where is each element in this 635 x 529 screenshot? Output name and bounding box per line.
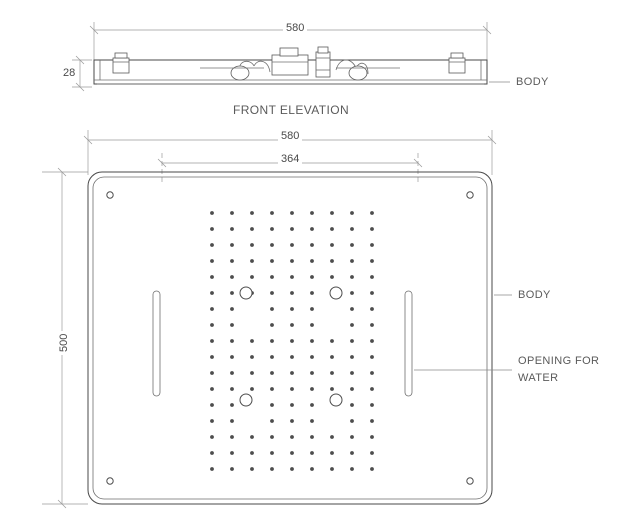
label-opening-line1: OPENING FOR xyxy=(518,355,600,367)
front-elevation-title: FRONT ELEVATION xyxy=(233,103,350,117)
plan-view xyxy=(0,125,635,529)
dim-front-width: 580 xyxy=(283,22,307,34)
nozzle-grid xyxy=(210,211,374,471)
plan-view-graphics xyxy=(0,125,635,529)
dim-plan-inner-width: 364 xyxy=(278,153,302,165)
dim-plan-height: 500 xyxy=(58,331,70,355)
label-body-front: BODY xyxy=(516,76,549,88)
label-body-plan: BODY xyxy=(518,289,551,301)
front-elevation-view xyxy=(0,0,635,125)
dim-front-height: 28 xyxy=(60,67,78,79)
dim-plan-width: 580 xyxy=(278,130,302,142)
label-opening-line2: WATER xyxy=(518,372,559,384)
